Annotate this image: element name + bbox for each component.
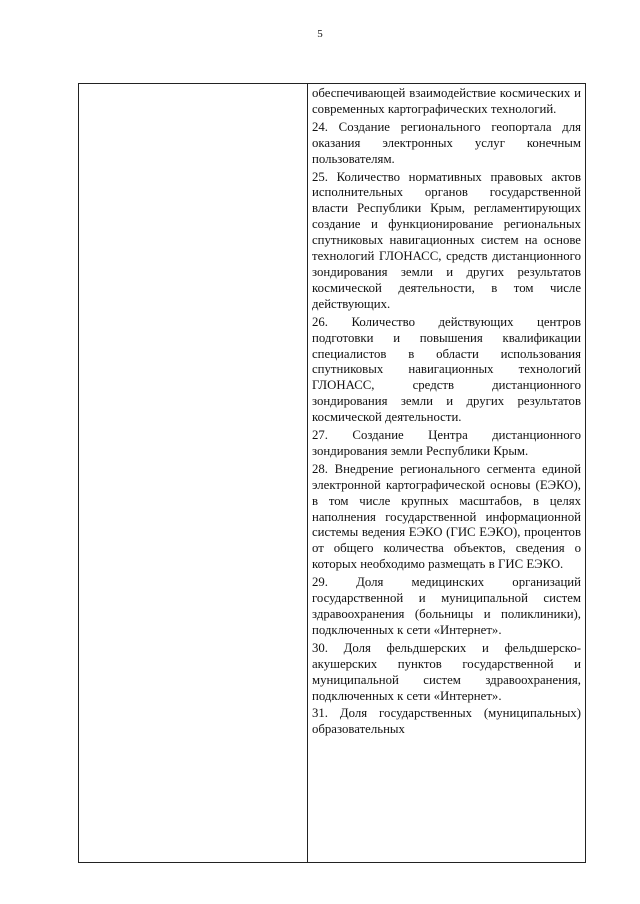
page-number: 5 (317, 28, 323, 40)
item-27: 27. Создание Центра дистанционного зондирования земли Республики Крым. (312, 428, 581, 458)
table-right-cell (308, 84, 585, 862)
item-24: 24. Создание регионального геопортала для оказания электронных услуг конечным пользователям. (312, 119, 581, 166)
item-28: 28. Внедрение регионального сегмента единой электронной картографической основы (ЕЭКО), в том числе крупных масштабов, в целях наполнения государственной информационной системы ведения ЕЭКО (ГИС ЕЭКО), процентов от общего количества объектов, сведения о которых необходимо размещать в ГИС ЕЭКО. (312, 461, 581, 572)
item-26: 26. Количество действующих центров подготовки и повышения квалификации специалистов в области использования спутниковых навигационных технологий ГЛОНАСС, средств дистанционного зондирования земли и других результатов космической деятельности. (312, 314, 581, 425)
item-29: 29. Доля медицинских организаций государственной и муниципальной систем здравоохранения (больницы и поликлиники), подключенных к сети «Интернет». (312, 575, 581, 637)
item-30: 30. Доля фельдшерских и фельдшерско-акушерских пунктов государственной и муниципальной систем здравоохранения, подключенных к сети «Интернет». (312, 640, 581, 703)
item-25: 25. Количество нормативных правовых актов исполнительных органов государственной власти Республики Крым, регламентирующих создание и функционирование региональных спутниковых навигационных систем на основе технологий ГЛОНАСС, средств дистанционного зондирования земли и других результатов космической деятельности, в том числе действующих. (312, 169, 581, 311)
table-left-cell (79, 84, 308, 862)
paragraph-continuation: обеспечивающей взаимодействие космических и современных картографических технологий. (312, 86, 581, 116)
item-31: 31. Доля государственных (муниципальных) образовательных (312, 706, 581, 737)
document-table (78, 83, 586, 863)
